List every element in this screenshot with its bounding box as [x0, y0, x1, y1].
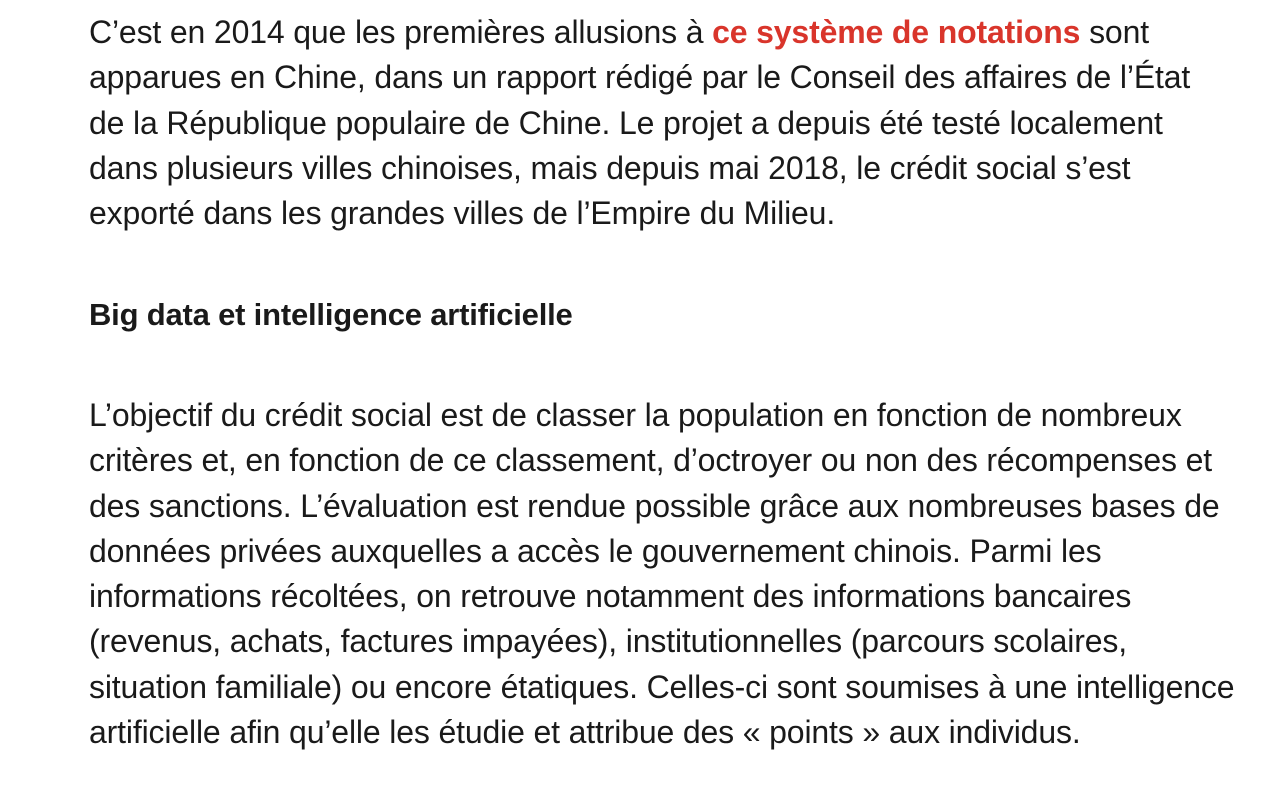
intro-paragraph: [89, 10, 1219, 236]
article-body: [89, 10, 1249, 751]
notation-system-link[interactable]: ce système de notations: [712, 14, 1081, 50]
intro-text-after-link: sont apparues en Chine, dans un rapport rédigé par le Conseil des affaires de l’État de la République populaire de Chine. Le projet a depuis été testé localement dans plusieurs villes chinoises, mais depuis mai 2018, le crédit social s’est exporté dans les grandes villes de l’Empire du Milieu.: [89, 14, 1191, 232]
section-heading: Big data et intelligence artificielle: [89, 297, 573, 332]
intro-text-before-link: C’est en 2014 que les premières allusions à: [89, 14, 713, 50]
body-paragraph: L’objectif du crédit social est de classer la population en fonction de nombreux critères et, en fonction de ce classement, d’octroyer ou non des récompenses et des sanctions. L’évaluation est rendue possible grâce aux nombreuses bases de données privées auxquelles a accès le gouvernement chinois. Parmi les informations récoltées, on retrouve notamment des informations bancaires (revenus, achats, factures impayées), institutionnelles (parcours scolaires, situation familiale) ou encore étatiques. Celles-ci sont soumises à une intelligence artificielle afin qu’elle les étudie et attribue des « points » aux individus.: [89, 397, 1235, 751]
